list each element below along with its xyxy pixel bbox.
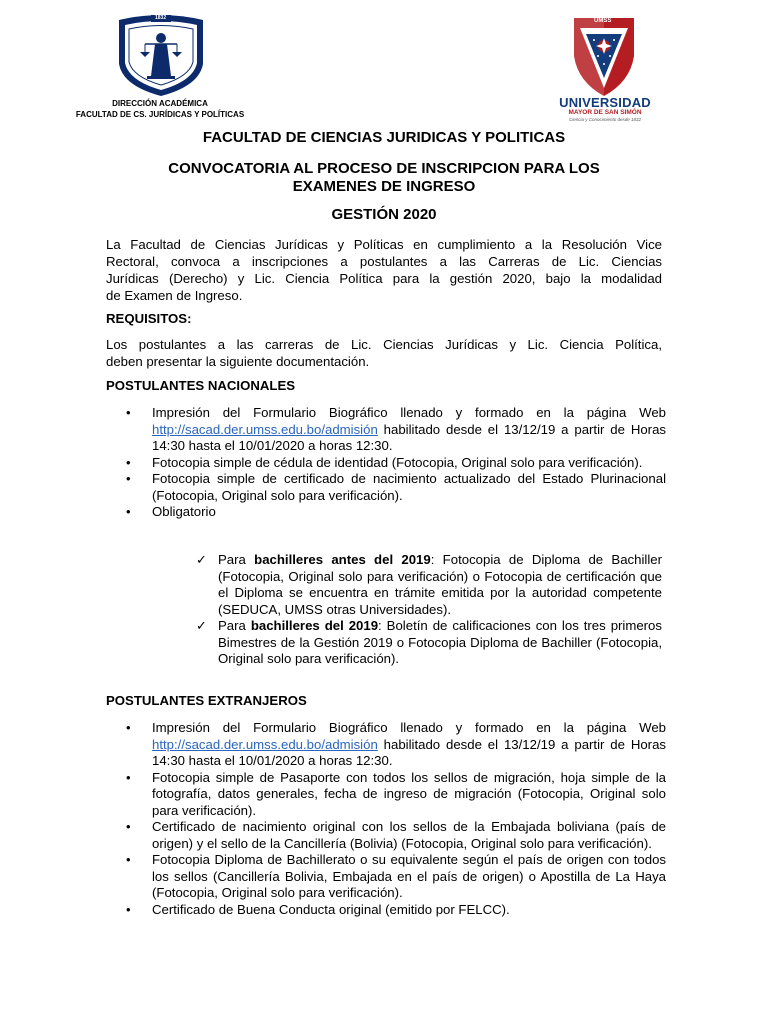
item-text: : Boletín de calificaciones con los tres primeros Bimestres de la Gestión 2019 o Fotocopia Diploma de Bachiller (Fotocopia, Original solo para verificación). [218, 618, 662, 666]
bullet-glyph: • [126, 819, 131, 834]
item-text: Fotocopia Diploma de Bachillerato o su equivalente según el país de origen con todos los sellos (Cancillería Bolivia, Embajada en el país de origen) o Apostilla de La Haya (Fotocopia, Original solo para verificación). [152, 852, 666, 900]
check-item [196, 618, 662, 668]
bullet-glyph: • [126, 504, 131, 519]
extranjeros-list [106, 720, 666, 918]
intro-line: Rectoral, convoca a inscripciones a postulantes a las Carreras de Lic. Ciencias [106, 254, 662, 269]
check-item [196, 552, 662, 618]
item-text: Fotocopia simple de cédula de identidad (Fotocopia, Original solo para verificación). [152, 454, 643, 470]
convocatoria-title-line-2: EXAMENES DE INGRESO [292, 178, 476, 195]
convocatoria-title-line-1: CONVOCATORIA AL PROCESO DE INSCRIPCION PARA LOS [168, 160, 600, 177]
item-text: : Fotocopia de Diploma de Bachiller (Fotocopia, Original solo para verificación) o Fotocopia de certificación que el Diploma se encuentra en trámite emitida por la autoridad competente (SEDUCA, UMSS otras Universidades). [218, 552, 662, 617]
gestion-title: GESTIÓN 2020 [331, 206, 437, 223]
item-text: Fotocopia simple de Pasaporte con todos los sellos de migración, hoja simple de la fotografía, datos generales, fecha de ingreso de migración (Fotocopia, Original solo para verificación). [152, 769, 666, 818]
list-item [106, 852, 666, 902]
bullet-glyph: • [126, 405, 131, 420]
list-item [106, 902, 666, 919]
item-text: Impresión del Formulario Biográfico llenado y formado en la página Web [152, 405, 666, 420]
requisitos-paragraph [106, 336, 662, 370]
item-text: Impresión del Formulario Biográfico llenado y formado en la página Web [152, 720, 666, 735]
item-text: Certificado de nacimiento original con los sellos de la Embajada boliviana (país de origen) y el sello de la Cancillería (Bolivia) (Fotocopia, Original solo para verificación). [152, 819, 666, 851]
faculty-title: FACULTAD DE CIENCIAS JURIDICAS Y POLITICAS [202, 129, 566, 146]
item-bold-text: bachilleres del 2019 [250, 618, 379, 633]
item-text: Fotocopia simple de certificado de nacimiento actualizado del Estado Plurinacional (Fotocopia, Original solo para verificación). [152, 471, 666, 503]
item-text: Para [218, 618, 251, 633]
list-item [106, 471, 666, 504]
check-icon: ✓ [196, 618, 207, 633]
extranjeros-heading: POSTULANTES EXTRANJEROS [106, 693, 307, 708]
item-text: habilitado desde el 13/12/19 a partir de Horas 14:30 hasta el 10/01/2020 a horas 12:30. [152, 421, 666, 453]
intro-line: Jurídicas (Derecho) y Lic. Ciencia Política para la gestión 2020, bajo la modalidad [106, 271, 662, 286]
nacionales-heading: POSTULANTES NACIONALES [106, 378, 296, 393]
bullet-glyph: • [126, 471, 131, 486]
list-item [106, 504, 666, 521]
bullet-glyph: • [126, 720, 131, 735]
requisitos-line: Los postulantes a las carreras de Lic. Ciencias Jurídicas y Lic. Ciencia Política, [106, 337, 662, 352]
list-item [106, 770, 666, 820]
list-item [106, 720, 666, 770]
university-motto: Ciencia y Conocimiento desde 1832 [568, 116, 642, 122]
logo-abbr: UMSS [594, 18, 612, 24]
admision-link[interactable]: http://sacad.der.umss.edu.bo/admisión [152, 736, 378, 752]
nacionales-list [106, 405, 666, 521]
list-item [106, 405, 666, 455]
item-text: Para [218, 552, 255, 567]
university-wordmark [540, 96, 670, 122]
university-subtitle: MAYOR DE SAN SIMÓN [568, 109, 642, 116]
department-label [40, 98, 280, 120]
bullet-glyph: • [126, 852, 131, 867]
bullet-glyph: • [126, 454, 131, 470]
check-icon: ✓ [196, 552, 207, 567]
requisitos-heading: REQUISITOS: [106, 311, 192, 326]
department-line-2: FACULTAD DE CS. JURÍDICAS Y POLÍTICAS [75, 110, 245, 119]
logo-year: 1832 [155, 15, 167, 21]
umss-shield-icon [572, 16, 636, 98]
bullet-glyph: • [126, 769, 131, 785]
item-text: habilitado desde el 13/12/19 a partir de Horas 14:30 hasta el 10/01/2020 a horas 12:30. [152, 736, 666, 768]
convocatoria-title [0, 160, 768, 196]
department-line-1: DIRECCIÓN ACADÉMICA [112, 99, 208, 108]
item-text: Obligatorio [152, 504, 216, 519]
item-text: Certificado de Buena Conducta original (emitido por FELCC). [152, 901, 510, 917]
intro-paragraph [106, 236, 662, 304]
list-item [106, 819, 666, 852]
item-bold-text: bachilleres antes del 2019 [254, 552, 431, 567]
university-name: UNIVERSIDAD [559, 95, 651, 110]
obligatorio-sublist [196, 552, 662, 668]
bullet-glyph: • [126, 901, 131, 917]
faculty-shield-justice-icon [111, 14, 211, 98]
intro-line: La Facultad de Ciencias Jurídicas y Políticas en cumplimiento a la Resolución Vice [106, 237, 662, 252]
list-item [106, 455, 666, 472]
admision-link[interactable]: http://sacad.der.umss.edu.bo/admisión [152, 421, 378, 437]
intro-line: de Examen de Ingreso. [106, 288, 243, 303]
requisitos-line: deben presentar la siguiente documentación. [106, 354, 370, 369]
